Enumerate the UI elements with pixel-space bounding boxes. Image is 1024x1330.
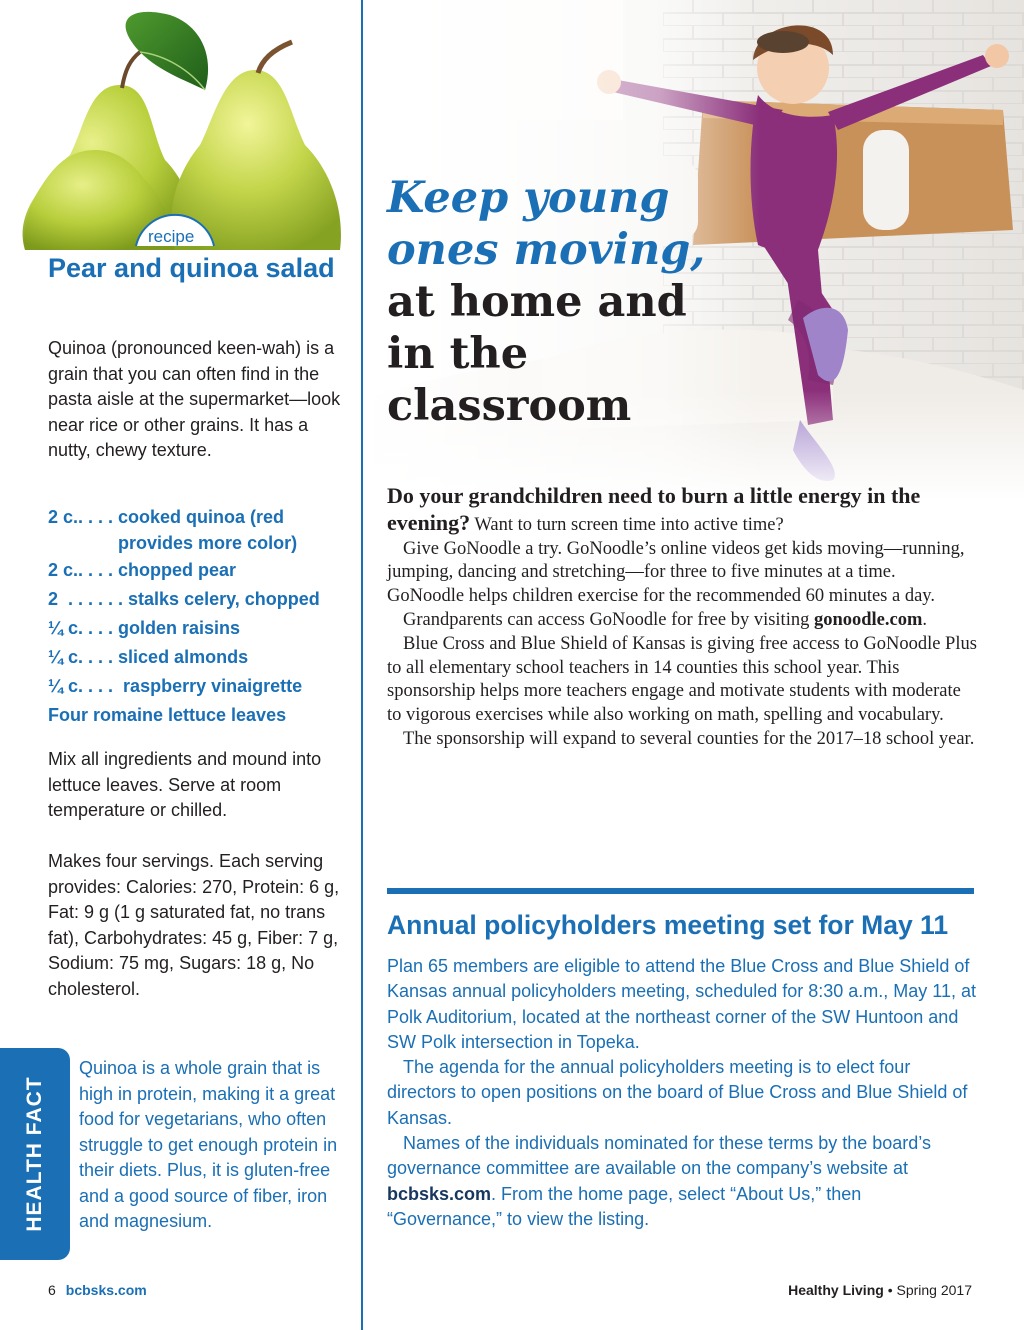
ingredient-description: stalks celery, chopped [128,589,320,609]
ingredient-quantity: ¼ c. . . . [48,618,119,638]
paragraph-end: . [922,609,928,630]
recipe-tag: recipe [148,227,195,246]
article-paragraph: The sponsorship will expand to several counties for the 2017–18 school year. [403,728,975,749]
magazine-name: Healthy Living [788,1282,884,1298]
ingredient-quantity: 2 c.. . . . [48,560,119,580]
recipe-intro: Quinoa (pronounced keen-wah) is a grain that you can often find in the pasta aisle at the supermarket—look near rice or other grains. It has a nutty, chewy texture. [48,338,341,460]
headline-rest: at home and in the classroom [387,277,687,431]
ingredient-quantity: ¼ c. . . . [48,647,119,667]
bcbsks-link[interactable]: bcbsks.com [387,1183,492,1204]
paragraph-text: Names of the individuals nominated for these terms by the board’s governance committee are available on the company’s website at [387,1133,931,1179]
ingredient-quantity: ¼ c. . . . [48,676,124,696]
footer-site-link[interactable]: bcbsks.com [65,1282,147,1298]
page-number: 6 [48,1282,56,1298]
recipe-title: Pear and quinoa salad [48,253,335,283]
article-paragraph: Give GoNoodle a try. GoNoodle’s online videos get kids moving—running, jumping, dancing and stretching—for three to five minutes at a time. GoNoodle helps children exercise for the recommended 60 minutes a day. [387,538,965,607]
ingredient-description: raspberry vinaigrette [123,676,303,696]
section-divider [387,888,974,894]
nutrition-facts: Makes four servings. Each serving provides: Calories: 270, Protein: 6 g, Fat: 9 g (1 g saturated fat, no trans fat), Carbohydrates: 45 g, Fiber: 7 g, Sodium: 75 mg, Sugars: 18 g, No cholesterol. [48,851,340,999]
meeting-paragraph [387,1131,977,1232]
article-body [387,484,977,752]
ingredient-item [48,556,348,585]
footer-left [48,1282,147,1298]
ingredient-item [48,643,348,672]
article-paragraph [387,609,977,633]
ingredient-description: sliced almonds [118,647,249,667]
lead-rest: Want to turn screen time into active time? [470,514,784,535]
ingredient-description: chopped pear [118,560,237,580]
ingredient-quantity: 2 . . . . . . [48,589,129,609]
meeting-body [387,954,977,1232]
ingredient-item [48,672,348,701]
ingredient-item [48,503,348,556]
footer-right [788,1282,972,1298]
headline-accent: Keep young ones moving, [387,173,706,275]
ingredient-item [48,614,348,643]
ingredient-description: cooked quinoa (red provides more color) [118,507,298,553]
lead-question: Do your grandchildren need to burn a little energy in the evening? [387,483,921,535]
ingredient-item [48,585,348,614]
ingredient-description: golden raisins [118,618,241,638]
gonoodle-link[interactable]: gonoodle.com [813,609,923,630]
meeting-paragraph: The agenda for the annual policyholders meeting is to elect four directors to open positions on the board of Blue Cross and Blue Shield of Kansas. [387,1057,968,1128]
ingredient-item [48,701,348,730]
article-lead-paragraph [387,484,977,538]
ingredient-list [48,503,348,730]
issue-date: Spring 2017 [896,1282,972,1298]
health-fact-tab [0,1048,70,1260]
health-fact-text: Quinoa is a whole grain that is high in protein, making it a great food for vegetarians, who often struggle to get enough protein in their diets. Plus, it is gluten-free and a good source of fiber, iron and magnesium. [79,1058,338,1231]
ingredient-quantity: 2 c.. . . . [48,507,119,527]
ingredient-description: Four romaine lettuce leaves [48,705,287,725]
paragraph-end: . From the home page, select “About Us,” then “Governance,” to view the listing. [387,1183,862,1229]
meeting-paragraph: Plan 65 members are eligible to attend the Blue Cross and Blue Shield of Kansas annual policyholders meeting, scheduled for 8:30 a.m., May 11, at Polk Auditorium, located at the northeast corner of the SW Huntoon and SW Polk intersection in Topeka. [387,956,977,1052]
article-paragraph: Blue Cross and Blue Shield of Kansas is giving free access to GoNoodle Plus to all elementary school teachers in 14 counties this school year. This sponsorship helps more teachers engage and motivate students with moderate to vigorous exercises while also working on math, spelling and vocabulary. [387,633,977,726]
recipe-column [0,0,362,1330]
paragraph-text: Grandparents can access GoNoodle for free by visiting [403,609,814,630]
article-headline [387,172,717,432]
recipe-directions: Mix all ingredients and mound into lettuce leaves. Serve at room temperature or chilled. [48,749,322,820]
footer-bullet: • [887,1282,893,1298]
pear-photo [0,0,362,250]
meeting-title: Annual policyholders meeting set for May 11 [387,910,949,940]
health-fact-label: HEALTH FACT [23,1076,46,1232]
